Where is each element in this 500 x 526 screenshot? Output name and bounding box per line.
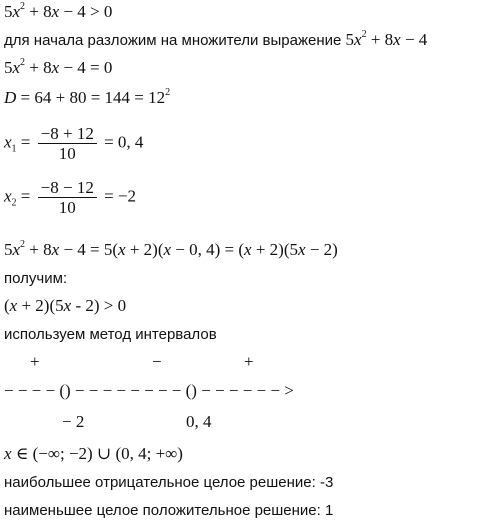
var-x: x	[51, 240, 60, 259]
power: 2	[165, 87, 171, 98]
result-label	[4, 268, 67, 289]
var-x: x	[4, 132, 12, 152]
numerator: −8 + 12	[38, 124, 97, 144]
fraction	[38, 178, 97, 217]
term: − 4	[400, 30, 428, 49]
answer-set: ∈ (−∞; −2) ∪ (0, 4; +∞)	[11, 444, 183, 463]
var-x: x	[12, 2, 21, 21]
discriminant-expr: = 64 + 80 = 144 = 12	[16, 88, 166, 107]
method-text: используем метод интервалов	[4, 326, 217, 343]
term: − 4 = 0	[59, 58, 113, 77]
coef: 5	[4, 58, 13, 77]
equals: =	[16, 132, 35, 152]
sign-minus-middle: −	[152, 352, 162, 371]
var-x: x	[51, 58, 60, 77]
equals: =	[16, 186, 35, 206]
term: − 0, 4) = (	[171, 240, 245, 259]
var-x: x	[12, 240, 21, 259]
result: = −2	[99, 186, 137, 206]
answer-line	[4, 444, 183, 464]
equation-line	[4, 58, 112, 78]
term: + 2)(	[125, 240, 164, 259]
var-d: D	[4, 88, 17, 107]
var-x: x	[51, 2, 60, 21]
term: − 2)	[305, 240, 338, 259]
var-x: x	[9, 296, 18, 315]
smallest-positive-line	[4, 500, 333, 521]
denominator: 10	[58, 198, 76, 217]
term: − 4 = 5(	[59, 240, 119, 259]
term: + 2)(5	[251, 240, 299, 259]
term: − 4 > 0	[59, 2, 113, 21]
power: 2	[361, 29, 367, 40]
var-x: x	[163, 240, 172, 259]
root-x2-line	[4, 178, 136, 217]
smallest-positive-text: наименьшее целое положительное решение: 1	[4, 502, 334, 519]
power: 2	[20, 57, 26, 68]
power: 2	[20, 239, 26, 250]
method-line	[4, 324, 217, 345]
coef: 5	[345, 30, 355, 49]
denominator: 10	[58, 144, 76, 163]
var-x: x	[393, 30, 401, 49]
var-x: x	[118, 240, 126, 259]
fraction	[38, 124, 97, 163]
point-minus-2: − 2	[62, 412, 85, 431]
var-x: x	[12, 58, 21, 77]
term: + 8	[25, 58, 52, 77]
factored-line	[4, 240, 338, 260]
intro-text: для начала разложим на множители выражение	[4, 32, 346, 49]
var-x: x	[4, 444, 12, 463]
point-0-4: 0, 4	[186, 412, 212, 431]
numerator: −8 − 12	[38, 178, 97, 198]
root-x1-line	[4, 124, 143, 163]
largest-negative-line	[4, 472, 333, 493]
subscript: 1	[11, 143, 17, 155]
discriminant-line	[4, 88, 170, 108]
var-x: x	[4, 186, 12, 206]
coef: 5	[4, 240, 13, 259]
largest-negative-text: наибольшее отрицательное целое решение: -3	[4, 474, 334, 491]
power: 2	[20, 1, 26, 12]
sign-plus-right: +	[244, 352, 254, 371]
term: (	[4, 296, 10, 315]
subscript: 2	[11, 197, 17, 209]
get-text: получим:	[4, 270, 68, 287]
inequality-line	[4, 2, 112, 22]
term: + 8	[366, 30, 394, 49]
product-inequality-line	[4, 296, 126, 316]
number-axis	[4, 381, 294, 401]
var-x: x	[298, 240, 306, 259]
var-x: x	[354, 30, 362, 49]
term: + 8	[25, 240, 52, 259]
sign-plus-left: +	[30, 352, 40, 371]
factor-intro-line	[4, 30, 427, 51]
term: - 2) > 0	[71, 296, 127, 315]
result: = 0, 4	[99, 132, 144, 152]
term: + 8	[25, 2, 52, 21]
coef: 5	[4, 2, 13, 21]
term: + 2)(5	[17, 296, 64, 315]
var-x: x	[244, 240, 252, 259]
axis-text: − − − − () − − − − − − − − () − − − − − − >	[4, 381, 294, 400]
var-x: x	[63, 296, 72, 315]
